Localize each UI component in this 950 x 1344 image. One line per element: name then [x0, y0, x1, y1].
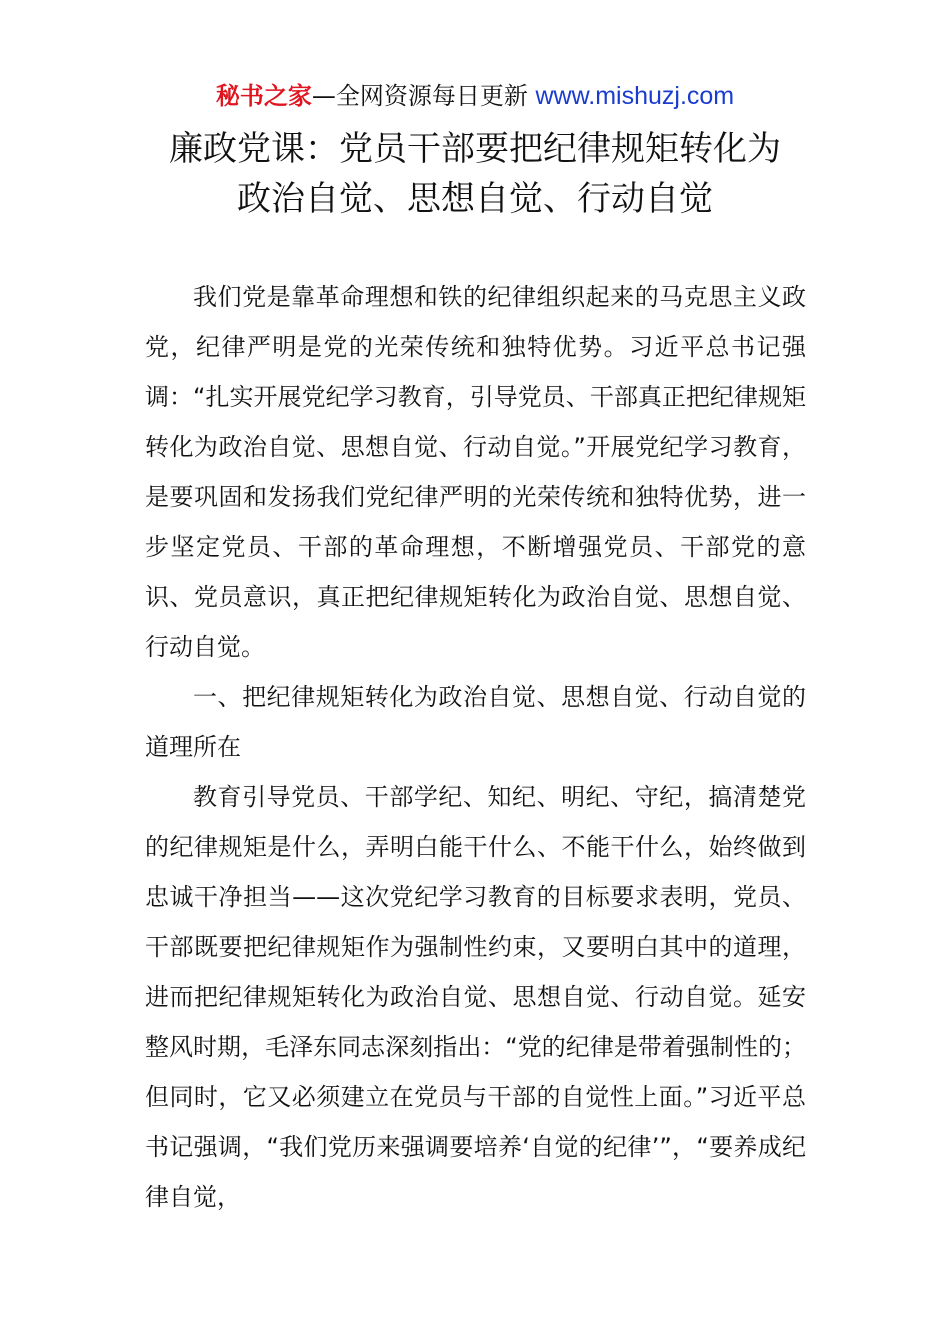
document-body	[145, 272, 806, 1222]
site-header	[0, 80, 950, 112]
site-brand: 秘书之家	[215, 82, 312, 110]
title-line-2: 政治自觉、思想自觉、行动自觉	[237, 179, 713, 219]
site-url-link[interactable]: www.mishuzj.com	[535, 82, 735, 110]
site-slogan: —全网资源每日更新	[311, 82, 528, 110]
document-title	[0, 124, 950, 224]
title-line-1: 廉政党课：党员干部要把纪律规矩转化为	[169, 129, 781, 169]
body-paragraph-1: 我们党是靠革命理想和铁的纪律组织起来的马克思主义政党，纪律严明是党的光荣传统和独特优势。习近平总书记强调：“扎实开展党纪学习教育，引导党员、干部真正把纪律规矩转化为政治自觉、思想自觉、行动自觉。”开展党纪学习教育，是要巩固和发扬我们党纪律严明的光荣传统和独特优势，进一步坚定党员、干部的革命理想，不断增强党员、干部党的意识、党员意识，真正把纪律规矩转化为政治自觉、思想自觉、行动自觉。	[145, 283, 806, 661]
body-paragraph-2: 教育引导党员、干部学纪、知纪、明纪、守纪，搞清楚党的纪律规矩是什么，弄明白能干什么、不能干什么，始终做到忠诚干净担当——这次党纪学习教育的目标要求表明，党员、干部既要把纪律规矩作为强制性约束，又要明白其中的道理，进而把纪律规矩转化为政治自觉、思想自觉、行动自觉。延安整风时期，毛泽东同志深刻指出：“党的纪律是带着强制性的；但同时，它又必须建立在党员与干部的自觉性上面。”习近平总书记强调，“我们党历来强调要培养‘自觉的纪律’”，“要养成纪律自觉，	[145, 783, 806, 1211]
section-heading-1: 一、把纪律规矩转化为政治自觉、思想自觉、行动自觉的道理所在	[145, 683, 806, 761]
